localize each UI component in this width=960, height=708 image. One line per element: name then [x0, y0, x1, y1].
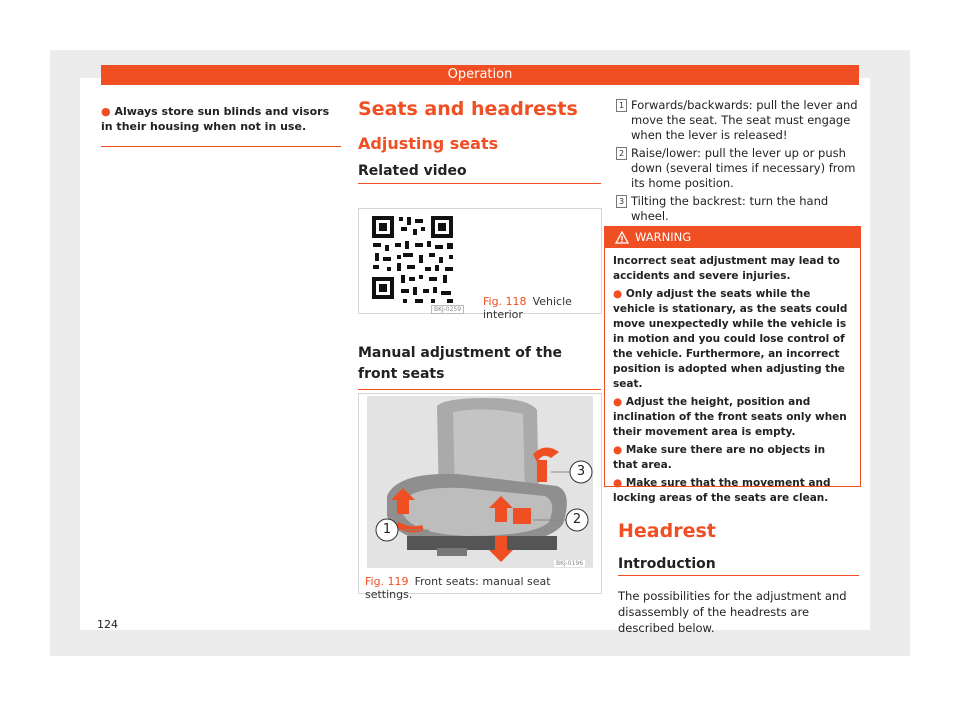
qr-code-icon[interactable]: [367, 211, 463, 311]
section-subtitle: Adjusting seats: [358, 134, 499, 153]
warning-bullet: [613, 476, 851, 506]
warning-bullet: [613, 395, 851, 440]
figure-118-caption-row: [483, 295, 601, 321]
note-bullet: [101, 104, 341, 147]
warning-box: [604, 226, 861, 504]
related-video-heading-row: [358, 153, 601, 184]
figure-119-caption: Front seats: manual seat settings.: [365, 575, 551, 601]
step-item: [616, 146, 860, 191]
figure-119-caption-row: [365, 575, 601, 601]
figure-119-number: Fig. 119: [365, 575, 409, 588]
page-number: 124: [97, 618, 118, 631]
figure-118-number: Fig. 118: [483, 295, 527, 308]
figure-118-caption: Vehicle interior: [483, 295, 572, 321]
step-number: 3: [616, 195, 627, 208]
bullet-icon: ●: [613, 288, 626, 300]
page-title: Seats and headrests: [358, 98, 578, 120]
step-item: [616, 98, 860, 143]
step-text: Raise/lower: pull the lever up or push down (several times if necessary) from its home position.: [631, 146, 856, 190]
section-header: Operation: [101, 65, 859, 85]
warning-bullet-text: Only adjust the seats while the vehicle is stationary, as the seats could move unexpectedly while the vehicle is in motion and you could lose control of the vehicle. Furthermore, an incorrect position is adopted when adjusting the seat.: [613, 288, 848, 390]
introduction-text: The possibilities for the adjustment and disassembly of the headrests are described below.: [618, 589, 847, 635]
manual-adjustment-heading: Manual adjustment of the front seats: [358, 345, 563, 382]
seat-illustration: [367, 396, 593, 568]
bullet-icon: ●: [613, 477, 626, 489]
bullet-icon: ●: [613, 444, 626, 456]
figure-119-code: BKJ-0196: [556, 560, 584, 567]
left-column: [101, 104, 341, 147]
step-item: [616, 194, 860, 224]
warning-bullet-text: Make sure that the movement and locking areas of the seats are clean.: [613, 477, 831, 504]
warning-bullet-text: Make sure there are no objects in that area.: [613, 444, 826, 471]
bullet-icon: ●: [101, 105, 111, 118]
headrest-title: Headrest: [618, 520, 716, 542]
step-text: Forwards/backwards: pull the lever and move the seat. The seat must engage when the lever is released!: [631, 98, 858, 142]
callout-3: 3: [576, 464, 586, 479]
figure-118-code: BKJ-0259: [431, 305, 464, 314]
warning-body: [605, 248, 860, 506]
warning-intro: Incorrect seat adjustment may lead to accidents and severe injuries.: [613, 255, 840, 282]
warning-triangle-icon: [615, 231, 629, 244]
callout-2: 2: [572, 512, 582, 527]
bullet-icon: ●: [613, 396, 626, 408]
middle-column: [358, 98, 601, 184]
note-text: Always store sun blinds and visors in their housing when not in use.: [101, 105, 330, 133]
warning-bullet-text: Adjust the height, position and inclination of the front seats only when their movement area is empty.: [613, 396, 847, 438]
warning-bullet: [613, 287, 851, 392]
warning-header: [605, 227, 860, 248]
related-video-heading: Related video: [358, 163, 467, 179]
warning-bullet: [613, 443, 851, 473]
introduction-heading: Introduction: [618, 556, 716, 572]
step-number: 1: [616, 99, 627, 112]
warning-title: WARNING: [635, 230, 692, 244]
steps-list: [616, 98, 860, 227]
introduction-heading-row: [618, 556, 859, 576]
figure-119: [358, 393, 602, 601]
callout-1: 1: [382, 522, 392, 537]
step-number: 2: [616, 147, 627, 160]
manual-adjustment-heading-row: [358, 343, 601, 390]
step-text: Tilting the backrest: turn the hand wheel.: [631, 194, 829, 223]
figure-118: [358, 208, 602, 321]
